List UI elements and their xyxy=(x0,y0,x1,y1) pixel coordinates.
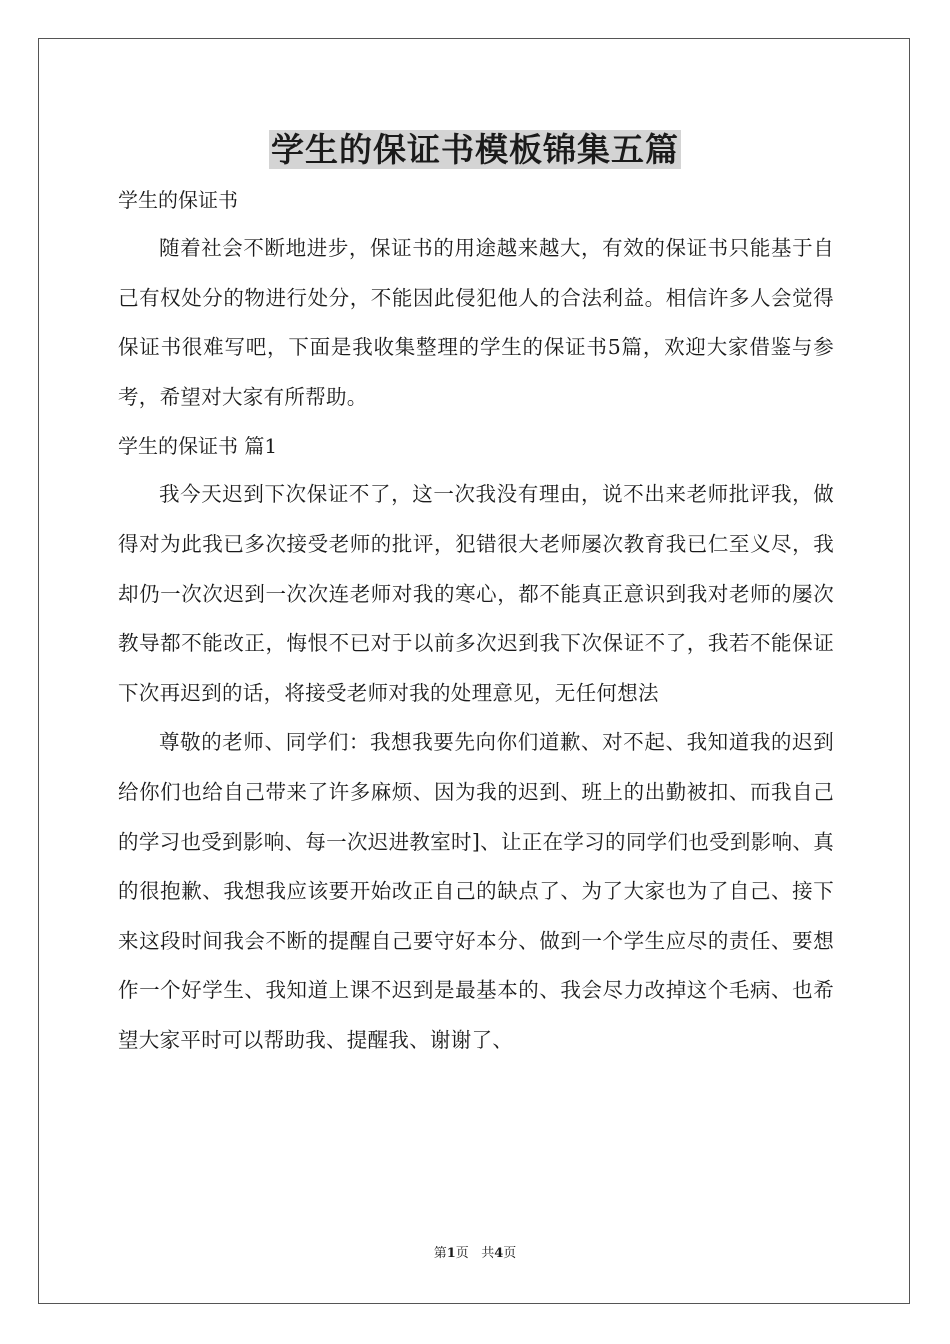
footer-total-suffix: 页 xyxy=(503,1246,517,1261)
paragraph-intro: 随着社会不断地进步，保证书的用途越来越大，有效的保证书只能基于自己有权处分的物进行处分，不能因此侵犯他人的合法利益。相信许多人会觉得保证书很难写吧，下面是我收集整理的学生的保证书5篇，欢迎大家借鉴与参考，希望对大家有所帮助。 xyxy=(118,236,834,409)
footer-page-number: 1 xyxy=(446,1246,456,1261)
document-title-text: 学生的保证书模板锦集五篇 xyxy=(271,130,679,169)
section-heading-intro: 学生的保证书 xyxy=(118,188,238,212)
paragraph-piece-1-a: 我今天迟到下次保证不了，这一次我没有理由，说不出来老师批评我，做得对为此我已多次接受老师的批评，犯错很大老师屡次教育我已仁至义尽，我却仍一次次迟到一次次连老师对我的寒心，都不能真正意识到我对老师的屡次教导都不能改正，悔恨不已对于以前多次迟到我下次保证不了，我若不能保证下次再迟到的话，将接受老师对我的处理意见，无任何想法 xyxy=(118,482,834,705)
footer-page-prefix: 第 xyxy=(433,1246,447,1261)
document-body xyxy=(118,176,834,1066)
footer-page-suffix: 页 xyxy=(455,1246,469,1261)
page-footer xyxy=(0,1244,950,1264)
section-heading-piece-1: 学生的保证书 篇1 xyxy=(118,434,278,459)
document-title xyxy=(0,126,950,174)
paragraph-piece-1-b: 尊敬的老师、同学们：我想我要先向你们道歉、对不起、我知道我的迟到给你们也给自己带来了许多麻烦、因为我的迟到、班上的出勤被扣、而我自己的学习也受到影响、每一次迟进教室时]、让正在学习的同学们也受到影响、真的很抱歉、我想我应该要开始改正自己的缺点了、为了大家也为了自己、接下来这段时间我会不断的提醒自己要守好本分、做到一个学生应尽的责任、要想作一个好学生、我知道上课不迟到是最基本的、我会尽力改掉这个毛病、也希望大家平时可以帮助我、提醒我、谢谢了、 xyxy=(118,730,834,1052)
footer-total-pages: 4 xyxy=(494,1246,504,1261)
footer-total-prefix: 共 xyxy=(481,1246,495,1261)
